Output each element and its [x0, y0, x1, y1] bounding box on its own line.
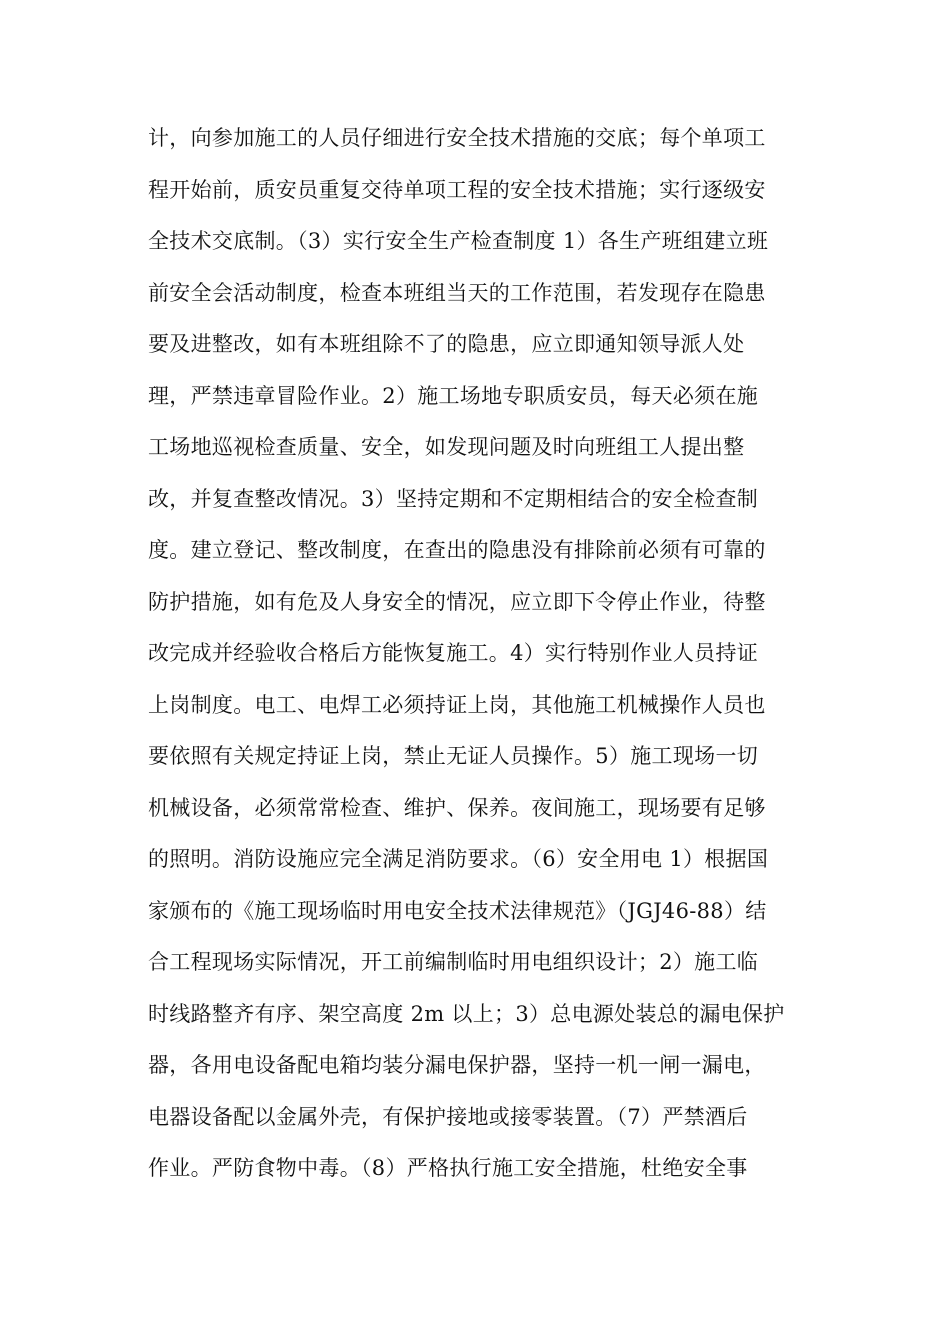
text-line: 程开始前，质安员重复交待单项工程的安全技术措施；实行逐级安	[148, 177, 766, 202]
text-line: 家颁布的《施工现场临时用电安全技术法律规范》（JGJ46-88）结	[148, 898, 767, 923]
text-line: 防护措施，如有危及人身安全的情况，应立即下令停止作业，待整	[148, 589, 766, 614]
body-text	[148, 118, 808, 1200]
text-line: 改，并复查整改情况。3）坚持定期和不定期相结合的安全检查制	[148, 486, 759, 511]
text-line: 器，各用电设备配电箱均装分漏电保护器，坚持一机一闸一漏电，	[148, 1053, 766, 1077]
text-line: 要及进整改，如有本班组除不了的隐患，应立即通知领导派人处	[148, 332, 745, 356]
text-line: 要依照有关规定持证上岗，禁止无证人员操作。5）施工现场一切	[148, 744, 759, 768]
text-line: 理，严禁违章冒险作业。2）施工场地专职质安员，每天必须在施	[148, 383, 759, 408]
text-line: 计，向参加施工的人员仔细进行安全技术措施的交底；每个单项工	[148, 126, 766, 150]
text-line: 合工程现场实际情况，开工前编制临时用电组织设计；2）施工临	[148, 950, 759, 974]
text-line: 改完成并经验收合格后方能恢复施工。4）实行特别作业人员持证	[148, 641, 759, 665]
text-line: 全技术交底制。（3）实行安全生产检查制度 1）各生产班组建立班	[148, 229, 769, 253]
text-line: 机械设备，必须常常检查、维护、保养。夜间施工，现场要有足够	[148, 795, 766, 820]
text-line: 电器设备配以金属外壳，有保护接地或接零装置。（7）严禁酒后	[148, 1104, 748, 1129]
text-line: 的照明。消防设施应完全满足消防要求。（6）安全用电 1）根据国	[148, 847, 769, 871]
text-line: 时线路整齐有序、架空高度 2m 以上；3）总电源处装总的漏电保护	[148, 1001, 785, 1026]
text-line: 前安全会活动制度，检查本班组当天的工作范围，若发现存在隐患	[148, 280, 766, 305]
text-line: 度。建立登记、整改制度，在查出的隐患没有排除前必须有可靠的	[148, 538, 766, 562]
text-line: 工场地巡视检查质量、安全，如发现问题及时向班组工人提出整	[148, 435, 745, 459]
text-line: 作业。严防食物中毒。（8）严格执行施工安全措施，杜绝安全事	[148, 1156, 748, 1180]
text-line: 上岗制度。电工、电焊工必须持证上岗，其他施工机械操作人员也	[148, 692, 766, 717]
